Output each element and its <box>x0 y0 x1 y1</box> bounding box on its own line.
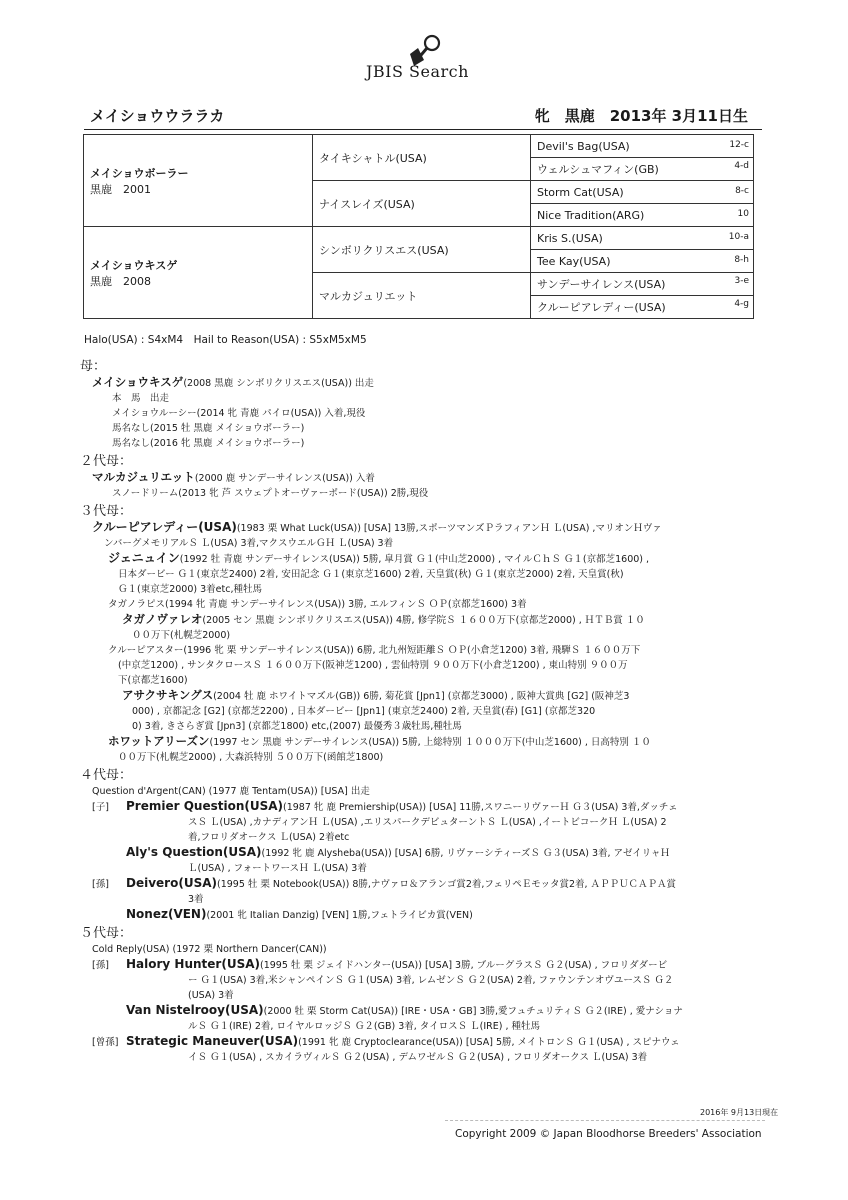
record-line: 000) , 京都記念 [G2] (京都芝2200) , 日本ダービー [Jpn1] (東京芝2400) 2着, 天皇賞(春) [G1] (京都芝320 <box>132 706 596 717</box>
record-line: ンバーグメモリアルＳ Ｌ(USA) 3着,マクスウエルＧＨ Ｌ(USA) 3着 <box>104 538 394 549</box>
pedigree-gen3: ウェルシュマフィン(GB) 4-d <box>531 158 754 181</box>
pedigree-gen3: Tee Kay(USA) 8-h <box>531 250 754 273</box>
record-line: 馬名なし(2016 牝 黒鹿 メイショウボーラー) <box>112 438 305 449</box>
record-line: ホワットアリーズン(1997 セン 黒鹿 サンデーサイレンス(USA)) 5勝, 上総特別 １０００万下(中山芝1600) , 日高特別 １０ <box>108 734 651 748</box>
record-line: ジェニュイン(1992 牡 青鹿 サンデーサイレンス(USA)) 5勝, 皐月賞 Ｇ１(中山芝2000) , マイルＣｈＳ Ｇ１(京都芝1600) , <box>108 551 650 565</box>
copyright: Copyright 2009 © Japan Bloodhorse Breeders' Association <box>455 1128 762 1140</box>
sire-name: メイショウボーラー <box>90 166 189 180</box>
pedigree-gen3: Devil's Bag(USA) 12-c <box>531 135 754 158</box>
record-line: Question d'Argent(CAN) (1977 鹿 Tentam(USA)) [USA] 出走 <box>92 786 370 797</box>
record-line: [曾孫] Strategic Maneuver(USA)(1991 牝 鹿 Cryptoclearance(USA)) [USA] 5勝, メイトロンＳ Ｇ１(USA) , スピナウェ <box>92 1034 680 1048</box>
record-line: Aly's Question(USA)(1992 牝 鹿 Alysheba(USA)) [USA] 6勝, リヴァーシティーズＳ Ｇ３(USA) 3着, アゼイリャＨ <box>126 845 670 859</box>
pedigree-gen2: マルカジュリエット <box>313 273 531 319</box>
record-line: 着,フロリダオークス Ｌ(USA) 2着etc <box>188 832 350 843</box>
record-line: クルーピアスター(1996 牝 栗 サンデーサイレンス(USA)) 6勝, 北九州短距離Ｓ ＯＰ(小倉芝1200) 3着, 飛騨Ｓ １６００万下 <box>108 645 641 656</box>
record-line: [孫] Halory Hunter(USA)(1995 牡 栗 ジェイドハンター(USA)) [USA] 3勝, ブルーグラスＳ Ｇ２(USA) , フロリダダービ <box>92 957 668 971</box>
record-line: Ｌ(USA) , フォートワースＨ Ｌ(USA) 3着 <box>188 863 367 874</box>
inbreeding-note: Halo(USA) : S4xM4 Hail to Reason(USA) : S5xM5xM5 <box>84 334 367 346</box>
pedigree-dam <box>84 227 313 319</box>
record-line: タガノヴァレオ(2005 セン 黒鹿 シンボリクリスエス(USA)) 4勝, 修学院Ｓ １６００万下(京都芝2000) , ＨＴＢ賞 １０ <box>122 612 645 626</box>
section-heading: ３代母： <box>80 504 133 519</box>
record-line: [孫] Deivero(USA)(1995 牡 栗 Notebook(USA)) 8勝,ナヴァロ＆アランゴ賞2着,フェリペＥモッタ賞2着, ＡＰＰＵＣＡＰＡ賞 <box>92 876 677 890</box>
record-line: メイショウルーシー(2014 牝 青鹿 パイロ(USA)) 入着,現役 <box>112 408 366 419</box>
section-heading: ２代母： <box>80 454 133 469</box>
record-line: Van Nistelrooy(USA)(2000 牡 栗 Storm Cat(USA)) [IRE・USA・GB] 3勝,愛フュチュリティＳ Ｇ２(IRE) , 愛ナショナ <box>126 1003 683 1017</box>
pedigree-gen2: ナイスレイズ(USA) <box>313 181 531 227</box>
sire-sub: 黒鹿 2001 <box>90 182 151 196</box>
record-line: ー Ｇ１(USA) 3着,米シャンペインＳ Ｇ１(USA) 3着, レムゼンＳ Ｇ２(USA) 2着, ファウンテンオヴユースＳ Ｇ２ <box>188 975 674 986</box>
section-heading: ５代母： <box>80 926 133 941</box>
horse-name: メイショウウララカ <box>90 107 225 125</box>
record-line: Cold Reply(USA) (1972 栗 Northern Dancer(CAN)) <box>92 944 327 955</box>
record-line: ルＳ Ｇ１(IRE) 2着, ロイヤルロッジＳ Ｇ２(GB) 3着, タイロスＳ Ｌ(IRE) , 種牡馬 <box>188 1021 540 1032</box>
as-of-date: 2016年 9月13日現在 <box>700 1108 779 1117</box>
pedigree-sire <box>84 135 313 227</box>
record-line: Nonez(VEN)(2001 牝 Italian Danzig) [VEN] 1勝,フェトライビカ賞(VEN) <box>126 907 473 921</box>
record-line: イＳ Ｇ１(USA) , スカイラヴィルＳ Ｇ２(USA) , デムワゼルＳ Ｇ２(USA) , フロリダオークス Ｌ(USA) 3着 <box>188 1052 648 1063</box>
jbis-logo <box>360 34 500 84</box>
dam-sub: 黒鹿 2008 <box>90 274 151 288</box>
pedigree-gen2: タイキシャトル(USA) <box>313 135 531 181</box>
record-line: 馬名なし(2015 牡 黒鹿 メイショウボーラー) <box>112 423 305 434</box>
record-line: 3着 <box>188 894 204 905</box>
pedigree-gen3: Nice Tradition(ARG) 10 <box>531 204 754 227</box>
record-line: 日本ダービー Ｇ１(東京芝2400) 2着, 安田記念 Ｇ１(東京芝1600) 2着, 天皇賞(秋) Ｇ１(東京芝2000) 2着, 天皇賞(秋) <box>118 569 624 580</box>
record-line: (USA) 3着 <box>188 990 234 1001</box>
record-line: Ｇ１(東京芝2000) 3着etc,種牡馬 <box>118 584 262 595</box>
record-line: クルーピアレディー(USA)(1983 栗 What Luck(USA)) [USA] 13勝,スポーツマンズＰラフィアンＨ Ｌ(USA) ,マリオンＨヴァ <box>92 520 662 534</box>
record-line: [子] Premier Question(USA)(1987 牝 鹿 Premiership(USA)) [USA] 11勝,スワニーリヴァーＨ Ｇ３(USA) 3着,ダッチェ <box>92 799 678 813</box>
footer-divider <box>445 1120 765 1121</box>
record-line: (中京芝1200) , サンタクロースＳ １６００万下(阪神芝1200) , 雲仙特別 ９００万下(小倉芝1200) , 東山特別 ９００万 <box>118 660 628 671</box>
record-line: マルカジュリエット(2000 鹿 サンデーサイレンス(USA)) 入着 <box>92 470 375 484</box>
family-record <box>80 356 770 1065</box>
record-line: 本 馬 出走 <box>112 393 170 404</box>
record-line: アサクサキングス(2004 牡 鹿 ホワイトマズル(GB)) 6勝, 菊花賞 [Jpn1] (京都芝3000) , 阪神大賞典 [G2] (阪神芝3 <box>122 688 630 702</box>
pedigree-gen3: サンデーサイレンス(USA) 3-e <box>531 273 754 296</box>
record-line: スノードリーム(2013 牝 芦 スウェプトオーヴァーボード(USA)) 2勝,現役 <box>112 488 429 499</box>
pedigree-gen2: シンボリクリスエス(USA) <box>313 227 531 273</box>
pedigree-gen3: Storm Cat(USA) 8-c <box>531 181 754 204</box>
section-heading: ４代母： <box>80 768 133 783</box>
record-line: スＳ Ｌ(USA) ,カナディアンＨ Ｌ(USA) ,エリスパークデビュターントＳ Ｌ(USA) ,イートビコークＨ Ｌ(USA) 2 <box>188 817 667 828</box>
record-line: 0) 3着, きさらぎ賞 [Jpn3] (京都芝1800) etc,(2007) 最優秀３歳牡馬,種牡馬 <box>132 721 462 732</box>
dam-name: メイショウキスゲ <box>90 258 178 272</box>
pedigree-table <box>83 134 754 319</box>
record-line: タガノラピス(1994 牝 青鹿 サンデーサイレンス(USA)) 3勝, エルフィンＳ ＯＰ(京都芝1600) 3着 <box>108 599 527 610</box>
record-line: ００万下(札幌芝2000) , 大森浜特別 ５００万下(函館芝1800) <box>118 752 384 763</box>
pedigree-gen3: クルーピアレディー(USA) 4-g <box>531 296 754 319</box>
record-line: メイショウキスゲ(2008 黒鹿 シンボリクリスエス(USA)) 出走 <box>92 375 374 389</box>
logo-text: JBIS Search <box>366 62 469 81</box>
pedigree-gen3: Kris S.(USA) 10-a <box>531 227 754 250</box>
record-line: ００万下(札幌芝2000) <box>132 630 231 641</box>
record-line: 下(京都芝1600) <box>118 675 188 686</box>
horse-info: 牝 黒鹿 2013年 3月11日生 <box>534 107 748 125</box>
section-heading: 母： <box>80 359 107 374</box>
horse-header <box>84 105 762 130</box>
